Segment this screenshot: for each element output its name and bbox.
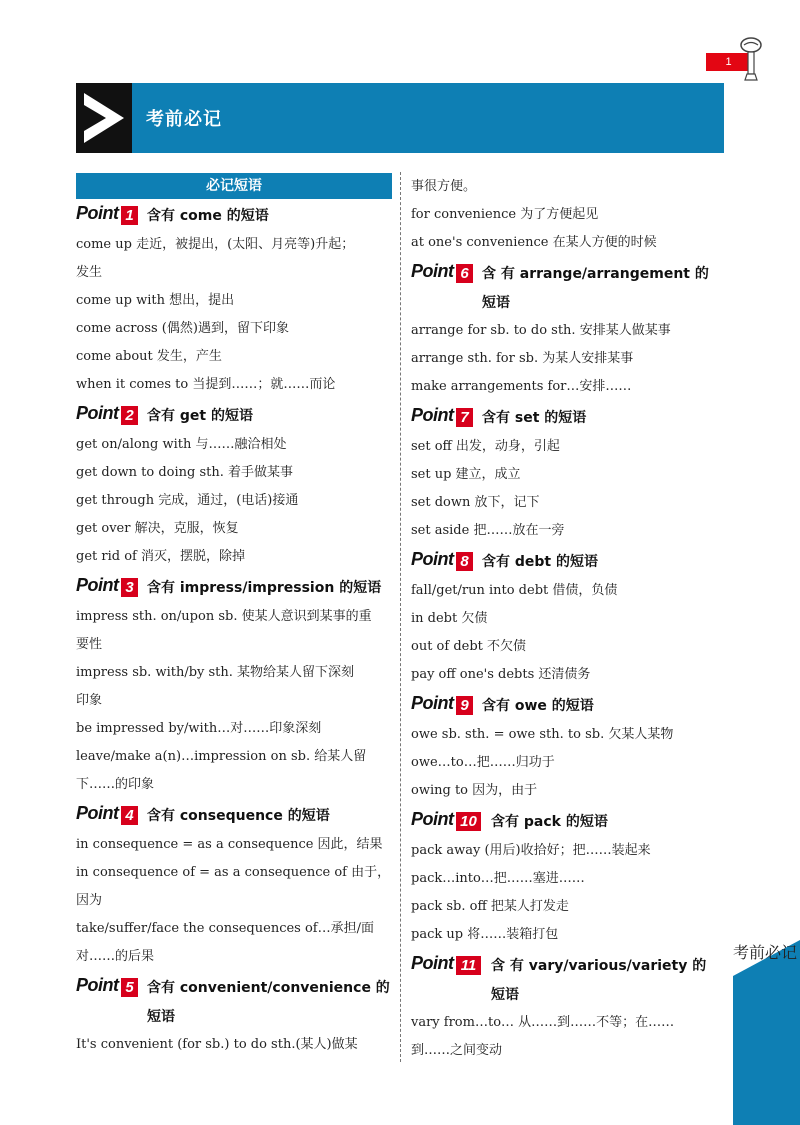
phrase-line: make arrangements for…安排……: [411, 379, 632, 394]
point-heading: [76, 973, 392, 1031]
phrase-line: out of debt 不欠债: [411, 639, 527, 654]
point-label: Point: [411, 261, 454, 281]
column-divider: [400, 172, 401, 1062]
point-title-continued: 短语: [482, 295, 510, 311]
phrase-line: 下……的印象: [76, 777, 155, 792]
point-number-badge: 9: [456, 696, 473, 715]
left-column: [76, 173, 392, 1059]
point-label: Point: [76, 975, 119, 995]
point-label: Point: [76, 575, 119, 595]
point-label: Point: [76, 203, 119, 223]
point-number-badge: 11: [456, 956, 481, 975]
point-label: Point: [411, 953, 454, 973]
chapter-banner: [76, 83, 724, 153]
point-title: 含有 get 的短语: [147, 408, 253, 424]
phrase-line: come up with 想出，提出: [76, 293, 235, 308]
point-title-continued: 短语: [491, 987, 519, 1003]
phrase-line: 事很方便。: [411, 179, 477, 194]
point-label: Point: [411, 809, 454, 829]
point-title: 含有 pack 的短语: [491, 814, 608, 830]
phrase-line: set off 出发，动身，引起: [411, 439, 560, 454]
banner-title: 考前必记: [146, 109, 222, 130]
phrase-line: pay off one's debts 还清债务: [411, 667, 591, 682]
chevron-box: [76, 83, 132, 153]
phrase-line: when it comes to 当提到……；就……而论: [76, 377, 336, 392]
point-label: Point: [411, 405, 454, 425]
point-heading: [411, 547, 727, 577]
point-title: 含有 come 的短语: [147, 208, 269, 224]
phrase-line: It's convenient (for sb.) to do sth.(某人)做某: [76, 1037, 358, 1052]
point-label: Point: [411, 549, 454, 569]
point-title: 含 有 vary/various/variety 的: [491, 958, 707, 974]
phrase-line: 印象: [76, 693, 103, 708]
left-content: [76, 201, 392, 1059]
phrase-line: in consequence of = as a consequence of 由于，: [76, 865, 391, 880]
point-heading: [411, 403, 727, 433]
point-title: 含有 consequence 的短语: [147, 808, 330, 824]
phrase-line: come across (偶然)遇到，留下印象: [76, 321, 289, 336]
phrase-line: come up 走近，被提出，(太阳、月亮等)升起；: [76, 237, 355, 252]
phrase-line: 因为: [76, 893, 103, 908]
point-number-badge: 5: [121, 978, 138, 997]
phrase-line: 发生: [76, 265, 103, 280]
chevron-right-icon: [76, 83, 132, 153]
phrase-line: at one's convenience 在某人方便的时候: [411, 235, 657, 250]
point-heading: [76, 801, 392, 831]
point-label: Point: [76, 403, 119, 423]
phrase-line: get down to doing sth. 着手做某事: [76, 465, 294, 480]
phrase-line: owe sb. sth. = owe sth. to sb. 欠某人某物: [411, 727, 674, 742]
phrase-line: for convenience 为了方便起见: [411, 207, 599, 222]
right-column: [411, 173, 727, 1065]
point-heading: [411, 691, 727, 721]
phrase-line: be impressed by/with…对……印象深刻: [76, 721, 322, 736]
phrase-line: arrange for sb. to do sth. 安排某人做某事: [411, 323, 671, 338]
phrase-line: leave/make a(n)…impression on sb. 给某人留: [76, 749, 367, 764]
point-number-badge: 3: [121, 578, 138, 597]
phrase-line: pack away (用后)收拾好；把……装起来: [411, 843, 651, 858]
point-label: Point: [76, 803, 119, 823]
point-title: 含有 convenient/convenience 的: [147, 980, 390, 996]
phrase-line: vary from…to… 从……到……不等；在……: [411, 1015, 675, 1030]
phrase-line: set down 放下，记下: [411, 495, 540, 510]
phrase-line: owing to 因为，由于: [411, 783, 538, 798]
phrase-line: get on/along with 与……融洽相处: [76, 437, 287, 452]
phrase-line: in consequence = as a consequence 因此，结果: [76, 837, 383, 852]
point-number-badge: 1: [121, 206, 138, 225]
point-heading: [76, 401, 392, 431]
point-number-badge: 10: [456, 812, 481, 831]
phrase-line: get through 完成，通过，(电话)接通: [76, 493, 299, 508]
phrase-line: 对……的后果: [76, 949, 155, 964]
point-heading: [411, 807, 727, 837]
side-tab-label: 考前必记: [733, 943, 798, 962]
point-title: 含有 debt 的短语: [482, 554, 598, 570]
point-title: 含有 set 的短语: [482, 410, 587, 426]
phrase-line: 要性: [76, 637, 103, 652]
point-number-badge: 6: [456, 264, 473, 283]
point-title: 含 有 arrange/arrangement 的: [482, 266, 709, 282]
point-heading: [411, 951, 727, 1009]
phrase-line: get over 解决，克服，恢复: [76, 521, 239, 536]
mascot-icon: [738, 36, 764, 82]
point-number-badge: 8: [456, 552, 473, 571]
point-heading: [76, 573, 392, 603]
phrase-line: set aside 把……放在一旁: [411, 523, 565, 538]
phrase-line: come about 发生，产生: [76, 349, 222, 364]
phrase-line: set up 建立，成立: [411, 467, 521, 482]
phrase-line: get rid of 消灭，摆脱，除掉: [76, 549, 245, 564]
phrase-line: pack sb. off 把某人打发走: [411, 899, 569, 914]
right-content: [411, 173, 727, 1065]
section-title: 必记短语: [76, 173, 392, 199]
point-number-badge: 2: [121, 406, 138, 425]
phrase-line: owe…to…把……归功于: [411, 755, 555, 770]
phrase-line: in debt 欠债: [411, 611, 488, 626]
point-label: Point: [411, 693, 454, 713]
page-number: 1: [706, 53, 751, 71]
phrase-line: pack up 将……装箱打包: [411, 927, 559, 942]
phrase-line: 到……之间变动: [411, 1043, 503, 1058]
phrase-line: take/suffer/face the consequences of…承担/面: [76, 921, 374, 936]
point-number-badge: 7: [456, 408, 473, 427]
phrase-line: impress sb. with/by sth. 某物给某人留下深刻: [76, 665, 355, 680]
point-title: 含有 owe 的短语: [482, 698, 594, 714]
phrase-line: impress sth. on/upon sb. 使某人意识到某事的重: [76, 609, 372, 624]
point-heading: [76, 201, 392, 231]
phrase-line: fall/get/run into debt 借债，负债: [411, 583, 618, 598]
point-number-badge: 4: [121, 806, 138, 825]
point-title-continued: 短语: [147, 1009, 175, 1025]
point-title: 含有 impress/impression 的短语: [147, 580, 382, 596]
phrase-line: pack…into…把……塞进……: [411, 871, 585, 886]
phrase-line: arrange sth. for sb. 为某人安排某事: [411, 351, 634, 366]
point-heading: [411, 259, 727, 317]
